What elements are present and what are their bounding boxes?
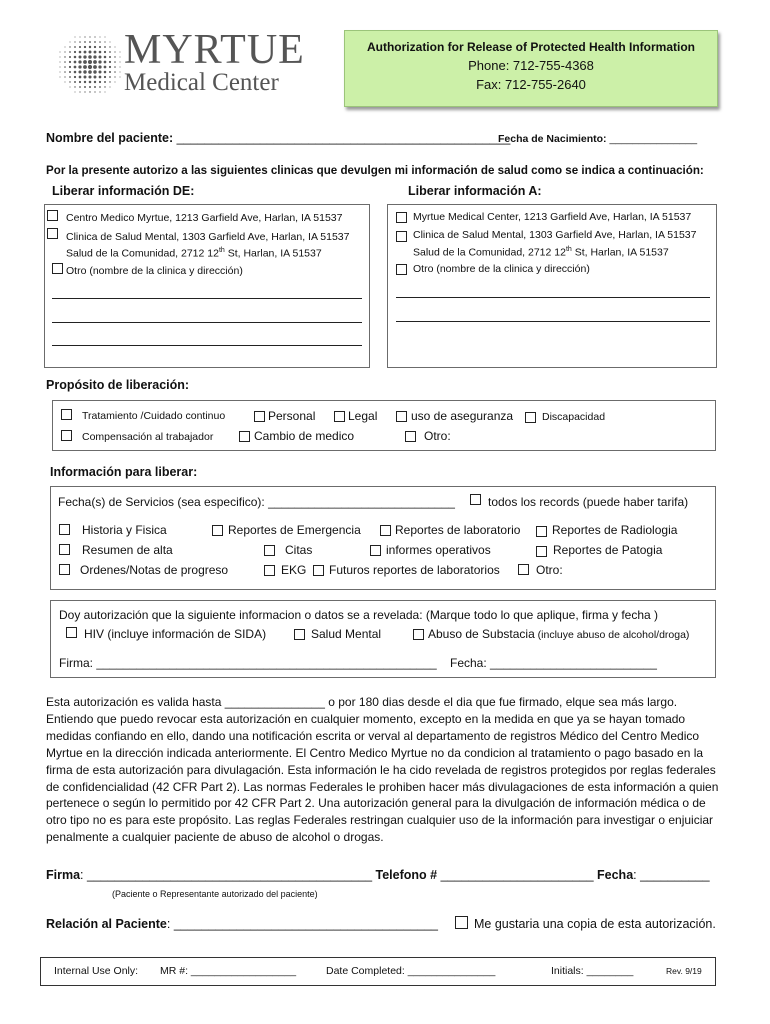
to-myrtue-label: Myrtue Medical Center, 1213 Garfield Ave, Harlan, IA 51537 bbox=[413, 211, 692, 223]
copy-label: Me gustaria una copia de esta autorización. bbox=[474, 917, 716, 931]
from-myrtue-label: Centro Medico Myrtue, 1213 Garfield Ave, Harlan, IA 51537 bbox=[66, 212, 343, 224]
future-labs-label: Futuros reportes de laboratorios bbox=[329, 563, 500, 577]
to-mental-label: Clinica de Salud Mental, 1303 Garfield Ave, Harlan, IA 51537 bbox=[413, 229, 697, 241]
appointments-checkbox[interactable] bbox=[264, 545, 275, 556]
purpose-box bbox=[52, 400, 716, 451]
purpose-legal-label: Legal bbox=[348, 409, 378, 423]
purpose-personal-label: Personal bbox=[268, 409, 316, 423]
from-mental-checkbox[interactable] bbox=[47, 228, 58, 239]
purpose-workers-comp-label: Compensación al trabajador bbox=[82, 431, 214, 443]
info-other-checkbox[interactable] bbox=[518, 564, 529, 575]
appointments-label: Citas bbox=[285, 543, 313, 557]
purpose-insurance-label: uso de aseguranza bbox=[411, 409, 514, 423]
from-other-label: Otro (nombre de la clinica y dirección) bbox=[66, 265, 243, 277]
to-other-line-1[interactable] bbox=[396, 297, 710, 298]
discharge-label: Resumen de alta bbox=[82, 543, 173, 557]
from-other-line-2[interactable] bbox=[52, 322, 362, 323]
legal-paragraph: Esta autorización es valida hasta _______________ o por 180 dias desde el dia que fue firmado, elque sea más largo. Entiendo que puedo revocar esta autorización en cualquier momento, excepto en la medida en que ya se hayan tomado medidas confiando en ello, dando una notificación escrita or verval al departamento de registros Médico del Centro Medico Myrtue en la dirección indicada anteriormente. El Centro Medico Myrtue no da condicion al tratamiento o pago basado en la firma de esta autorización para divulagación. Esta información le ha cido revelada de registros protegidos por reglas federales de confidencialidad (42 CFR Part 2). Las normas Federales le prohiben hacer más divulagaciones de esta información a quien pertenece o según lo permitido por 42 CFR Part 2. Una autorización general para la divulgación de información médica o de otro tipo no es para este propósito. Las reglas Federales restringan cualquier uso de la información para investigar o enjuiciar penalmente a cualquier paciente de abuso de alcohol o drogas. bbox=[46, 695, 719, 845]
substance-checkbox[interactable] bbox=[413, 629, 424, 640]
hiv-label: HIV (incluye información de SIDA) bbox=[84, 627, 267, 641]
date-completed-field[interactable]: Date Completed: _______________ bbox=[326, 965, 496, 977]
lab-reports-checkbox[interactable] bbox=[380, 525, 391, 536]
orders-checkbox[interactable] bbox=[59, 564, 70, 575]
consent-date-field[interactable]: Fecha: _________________________ bbox=[450, 656, 657, 670]
date-label: Fecha bbox=[597, 868, 634, 882]
release-from-box bbox=[44, 204, 370, 368]
logo-line-2: Medical Center bbox=[124, 69, 279, 96]
to-community-label: Salud de la Comunidad, 2712 12th St, Harlan, IA 51537 bbox=[413, 246, 669, 259]
purpose-treatment-label: Tratamiento /Cuidado continuo bbox=[82, 410, 226, 422]
relationship-label: Relación al Paciente bbox=[46, 917, 167, 931]
purpose-personal-checkbox[interactable] bbox=[254, 411, 265, 422]
mental-health-label: Salud Mental bbox=[311, 627, 382, 641]
mr-number-field[interactable]: MR #: __________________ bbox=[160, 965, 297, 977]
to-other-label: Otro (nombre de la clinica y dirección) bbox=[413, 263, 590, 275]
logo-wordmark bbox=[124, 27, 305, 96]
initials-field[interactable]: Initials: ________ bbox=[551, 965, 634, 977]
purpose-legal-checkbox[interactable] bbox=[334, 411, 345, 422]
ekg-checkbox[interactable] bbox=[264, 565, 275, 576]
patient-name-field[interactable] bbox=[46, 131, 510, 145]
release-to-heading: Liberar información A: bbox=[408, 184, 542, 198]
from-myrtue-checkbox[interactable] bbox=[47, 210, 58, 221]
mental-health-checkbox[interactable] bbox=[294, 629, 305, 640]
lab-reports-label: Reportes de laboratorio bbox=[395, 523, 521, 537]
info-heading: Información para liberar: bbox=[50, 465, 198, 479]
to-myrtue-checkbox[interactable] bbox=[396, 212, 407, 223]
patient-name-blank: ________________________________________________ bbox=[176, 131, 511, 145]
orders-label: Ordenes/Notas de progreso bbox=[80, 563, 229, 577]
revision-label: Rev. 9/19 bbox=[666, 966, 702, 976]
patient-name-label: Nombre del paciente: bbox=[46, 131, 177, 145]
service-dates-field[interactable]: Fecha(s) de Servicios (sea especifico): ____________________________ bbox=[58, 495, 455, 509]
radiology-label: Reportes de Radiologia bbox=[552, 523, 678, 537]
radiology-checkbox[interactable] bbox=[536, 526, 547, 537]
consent-signature-field[interactable]: Firma: ___________________________________________________ bbox=[59, 656, 437, 670]
purpose-other-label: Otro: bbox=[424, 429, 451, 443]
logo-line-1: MYRTUE bbox=[124, 27, 305, 73]
purpose-disability-label: Discapacidad bbox=[542, 411, 606, 423]
dob-field[interactable] bbox=[498, 133, 697, 145]
firma-label: Firma bbox=[46, 868, 81, 882]
logo-emblem-icon bbox=[56, 34, 124, 96]
ekg-label: EKG bbox=[281, 563, 307, 577]
future-labs-checkbox[interactable] bbox=[313, 565, 324, 576]
purpose-change-doctor-checkbox[interactable] bbox=[239, 431, 250, 442]
phone-number: Phone: 712-755-4368 bbox=[468, 58, 594, 73]
from-other-checkbox[interactable] bbox=[52, 263, 63, 274]
internal-use-label: Internal Use Only: bbox=[54, 965, 139, 977]
from-mental-label: Clinica de Salud Mental, 1303 Garfield Ave, Harlan, IA 51537 bbox=[66, 231, 350, 243]
all-records-label: todos los records (puede haber tarifa) bbox=[488, 495, 689, 509]
dob-blank: _______________ bbox=[609, 133, 698, 145]
purpose-treatment-checkbox[interactable] bbox=[61, 409, 72, 420]
all-records-checkbox[interactable] bbox=[470, 494, 481, 505]
history-checkbox[interactable] bbox=[59, 524, 70, 535]
substance-label: Abuso de Substacia (incluye abuso de alcohol/droga) bbox=[428, 627, 690, 641]
relationship-field[interactable]: Relación al Paciente: ______________________________________ bbox=[46, 917, 439, 931]
op-reports-checkbox[interactable] bbox=[370, 545, 381, 556]
op-reports-label: informes operativos bbox=[386, 543, 491, 557]
intro-text: Por la presente autorizo a las siguientes clinicas que devulgen mi información de salud como se indica a continuación: bbox=[46, 164, 704, 177]
to-mental-checkbox[interactable] bbox=[396, 231, 407, 242]
signature-note: (Paciente o Representante autorizado del paciente) bbox=[112, 889, 318, 899]
er-reports-label: Reportes de Emergencia bbox=[228, 523, 361, 537]
purpose-insurance-checkbox[interactable] bbox=[396, 411, 407, 422]
purpose-change-doctor-label: Cambio de medico bbox=[254, 429, 355, 443]
to-other-checkbox[interactable] bbox=[396, 264, 407, 275]
er-reports-checkbox[interactable] bbox=[212, 525, 223, 536]
dob-label: Fecha de Nacimiento: bbox=[498, 133, 610, 145]
purpose-heading: Propósito de liberación: bbox=[46, 378, 190, 392]
pathology-label: Reportes de Patogia bbox=[553, 543, 663, 557]
purpose-disability-checkbox[interactable] bbox=[525, 412, 536, 423]
form-title: Authorization for Release of Protected Health Information bbox=[366, 40, 696, 54]
purpose-other-checkbox[interactable] bbox=[405, 431, 416, 442]
signature-row[interactable]: Firma: _________________________________________ Telefono # ______________________ Fecha: __________ bbox=[46, 868, 710, 882]
phone-label: Telefono # bbox=[375, 868, 438, 882]
copy-checkbox[interactable] bbox=[455, 916, 468, 929]
from-community-label: Salud de la Comunidad, 2712 12th St, Harlan, IA 51537 bbox=[66, 247, 322, 260]
pathology-checkbox[interactable] bbox=[536, 546, 547, 557]
release-from-heading: Liberar información DE: bbox=[52, 184, 195, 198]
info-other-label: Otro: bbox=[536, 563, 563, 577]
discharge-checkbox[interactable] bbox=[59, 544, 70, 555]
from-other-line-3[interactable] bbox=[52, 345, 362, 346]
consent-text: Doy autorización que la siguiente informacion o datos se a revelada: (Marque todo lo que aplique, firma y fecha ) bbox=[59, 608, 659, 622]
hiv-checkbox[interactable] bbox=[66, 627, 77, 638]
fax-number: Fax: 712-755-2640 bbox=[476, 77, 586, 92]
to-other-line-2[interactable] bbox=[396, 321, 710, 322]
history-label: Historia y Fisica bbox=[82, 523, 167, 537]
header-info-box bbox=[344, 30, 718, 107]
from-other-line-1[interactable] bbox=[52, 298, 362, 299]
purpose-workers-comp-checkbox[interactable] bbox=[61, 430, 72, 441]
